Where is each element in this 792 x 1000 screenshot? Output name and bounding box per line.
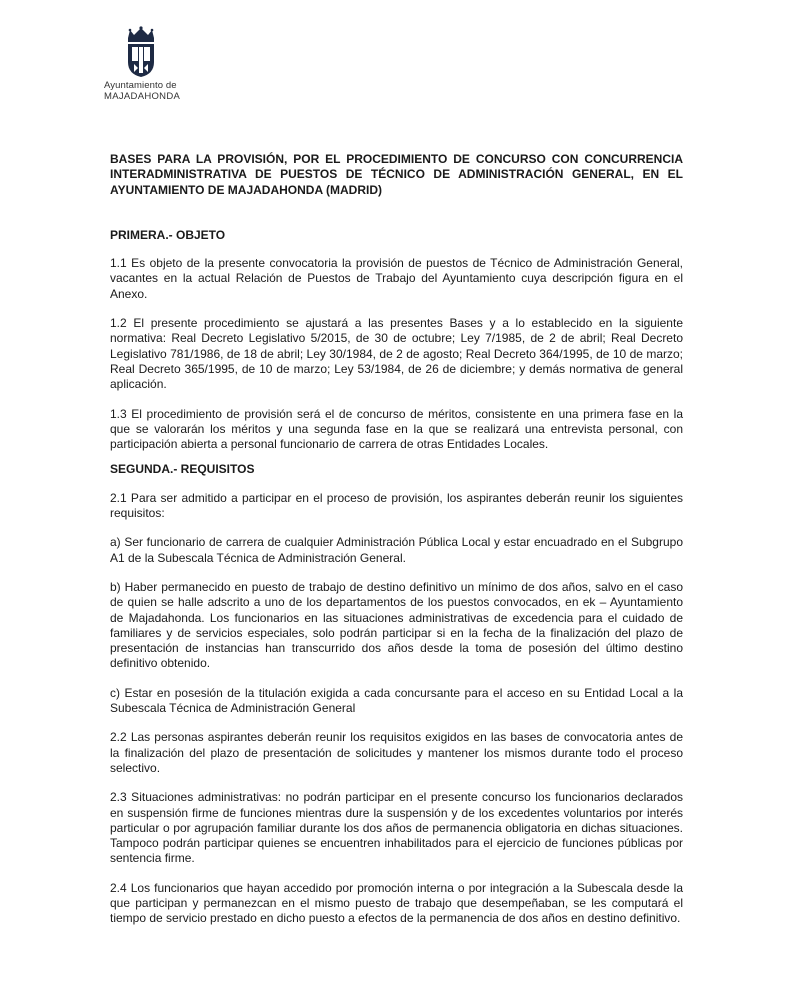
logo-text-line2: MAJADAHONDA [104,91,181,102]
paragraph-1-2: 1.2 El presente procedimiento se ajustará a las presentes Bases y a lo establecido en la siguiente normativa: Real Decreto Legislativo 5/2015, de 30 de octubre; Ley 7/1985, de 2 de abril; Real Decreto Legislativo 781/1986, de 18 de abril; Ley 30/1984, de 2 de agosto; Real Decreto 364/1995, de 10 de marzo; Real Decreto 365/1995, de 10 de marzo; Ley 53/1984, de 26 de diciembre; y demás normativa de general aplicación. [110,316,683,392]
paragraph-2-1: 2.1 Para ser admitido a participar en el proceso de provisión, los aspirantes deberán reunir los siguientes requisitos: [110,490,683,521]
logo-text-line1: Ayuntamiento de [104,80,177,91]
paragraph-2-1-a: a) Ser funcionario de carrera de cualquier Administración Pública Local y estar encuadrado en el Subgrupo A1 de la Subescala Técnica de Administración General. [110,535,683,565]
document-title: BASES PARA LA PROVISIÓN, POR EL PROCEDIMIENTO DE CONCURSO CON CONCURRENCIA INTERADMINISTRATIVA DE PUESTOS DE TÉCNICO DE ADMINISTRACIÓN GENERAL, EN EL AYUNTAMIENTO DE MAJADAHONDA (MADRID) [110,152,683,197]
paragraph-2-2: 2.2 Las personas aspirantes deberán reunir los requisitos exigidos en las bases de convocatoria antes de la finalización del plazo de presentación de solicitudes y mantener los mismos durante todo el proceso selectivo. [110,730,683,775]
document-body [110,152,683,941]
paragraph-2-4: 2.4 Los funcionarios que hayan accedido por promoción interna o por integración a la Subescala desde la que participan y permanezcan en el mismo puesto de trabajo que desempeñaban, se les computará el tiempo de servicio prestado en dicho puesto a efectos de la permanencia de dos años en destino definitivo. [110,880,683,926]
paragraph-2-1-c: c) Estar en posesión de la titulación exigida a cada concursante para el acceso en su Entidad Local a la Subescala Técnica de Administración General [110,685,683,716]
paragraph-2-1-b: b) Haber permanecido en puesto de trabajo de destino definitivo un mínimo de dos años, salvo en el caso de quien se halle adscrito a uno de los departamentos de los puestos convocados, en ek – Ayuntamiento de Majadahonda. Los funcionarios en las situaciones administrativas de excedencia para el cuidado de familiares y de servicios especiales, solo podrán participar si en la fecha de la finalización del plazo de presentación de instancias han transcurrido dos años desde la toma de posesión del último destino definitivo obtenido. [110,579,683,671]
paragraph-1-3: 1.3 El procedimiento de provisión será el de concurso de méritos, consistente en una primera fase en la que se valorarán los méritos y una segunda fase en la que se realizará una entrevista personal, con participación abierta a personal funcionario de carrera de otras Entidades Locales. [110,406,683,452]
municipal-logo [104,26,184,102]
paragraph-1-1: 1.1 Es objeto de la presente convocatoria la provisión de puestos de Técnico de Administración General, vacantes en la actual Relación de Puestos de Trabajo del Ayuntamiento cuya descripción figura en el Anexo. [110,256,683,301]
section-heading-segunda: SEGUNDA.- REQUISITOS [110,462,255,477]
paragraph-2-3: 2.3 Situaciones administrativas: no podrán participar en el presente concurso los funcionarios declarados en suspensión firme de funciones mientras dure la suspensión y de los excedentes voluntarios por interés particular o por agrupación familiar durante los dos años de permanencia obligatoria en dichas situaciones. Tampoco podrán participar quienes se encuentren inhabilitados para el ejercicio de funciones públicas por sentencia firme. [110,790,683,866]
coat-of-arms-icon [122,26,160,78]
section-heading-primera: PRIMERA.- OBJETO [110,227,226,242]
